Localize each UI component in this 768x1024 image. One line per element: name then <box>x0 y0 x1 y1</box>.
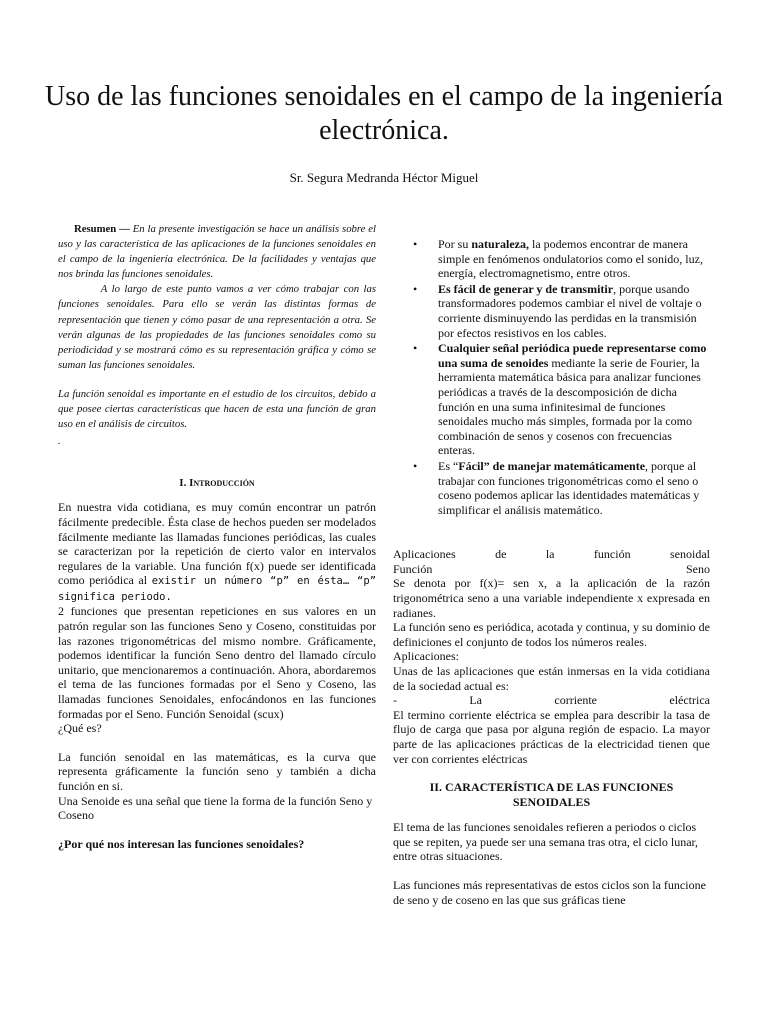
bullet-bold: Fácil” de manejar matemáticamente <box>458 458 646 473</box>
section-2-title: CARACTERÍSTICA DE LAS FUNCIONES SENOIDALES <box>444 780 674 810</box>
bullet-rest: la podemos encontrar de manera simple en fenómenos ondulatorios como el sonido, luz, energía, electromagnetismo, entre otros. <box>438 237 703 281</box>
intro-text-1: En nuestra vida cotidiana, es muy común encontrar un patrón fácilmente predecible. Ésta clase de hechos pueden ser modelados fácilmente mediante las llamadas funciones periódicas, las cuales se caracterizan por la repetición de cierto valor en intervalos regulares de la variable. Una función f(x) puede ser identificada como periódica al <box>58 500 376 588</box>
intro-question <box>58 837 376 852</box>
abstract <box>58 222 376 449</box>
list-item <box>438 459 710 517</box>
applications-heading-2: Función Seno <box>393 561 710 576</box>
applications-p4: Unas de las aplicaciones que están inmersas en la vida cotidiana de la sociedad actual es: <box>393 664 710 693</box>
section-2-p1: El tema de las funciones senoidales refieren a periodos o ciclos que se repiten, ya puede ser una semana tras otra, el ciclo lunar, entre otras situaciones. <box>393 820 699 864</box>
intro-text-mono: existir un número “p” en ésta… “p” significa periodo. <box>58 575 377 603</box>
intro-p2: 2 funciones que presentan repeticiones en sus valores en un patrón regular son las funciones Seno y Coseno, constituidas por las razones trigonométricas del mismo nombre. Gráficamente, podemos identificar la función Seno dentro del llamado círculo unitario, que mencionaremos a continuación. Ahora, abordaremos el tema de las funciones formadas por el Seno y Coseno, las llamadas funciones Senoidales, enfocándonos en las funciones formadas por el Seno. Función Senoidal (scux) <box>58 604 376 721</box>
bullet-rest: , porque al trabajar con funciones trigonométricas como el seno o coseno podemos aplicar las identidades matemáticas y simplificar el análisis matemático. <box>438 458 700 517</box>
section-1-heading <box>58 476 376 490</box>
bullet-bold: naturaleza, <box>471 237 529 251</box>
author-line: Sr. Segura Medranda Héctor Miguel <box>289 170 479 185</box>
section-2-heading <box>393 780 710 810</box>
bullet-rest: , porque usando transformadores podemos cambiar el nivel de voltaje o corriente disminuyendo las perdidas en la transmisión por efectos resistivos en los cables. <box>438 281 702 340</box>
bullet-pre: Por su <box>438 237 472 251</box>
abstract-text-1: En la presente investigación se hace un análisis sobre el uso y las característica de las aplicaciones de la funciones senoidales en el campo de la ingeniería electrónica. De la facilidades y ventajas que nos brinda las funciones senoidales. <box>58 223 377 281</box>
abstract-p1 <box>58 222 376 282</box>
list-item <box>438 237 710 281</box>
list-item <box>438 341 710 458</box>
section-2-p2: Las funciones más representativas de estos ciclos son la funcione de seno y de coseno en las que sus gráficas tiene <box>393 877 706 907</box>
bullet-rest: mediante la serie de Fourier, la herramienta matemática básica para analizar funciones periódicas a través de la descomposición de dicha función en una suma infinitesimal de funciones senoidales mucho más simples, formada por la como combinación de senos y cosenos con frecuencias enteras. <box>438 355 701 458</box>
abstract-p2: A lo largo de este punto vamos a ver cómo trabajar con las funciones senoidales. Para ello se verán las distintas formas de representación que tienen y cómo pasar de una representación a otra. Se verán algunas de las propiedades de las funciones senoidales como su periodicidad y se mostrará cómo es su representación gráfica y cómo se suman las funciones senoidales. <box>58 283 376 371</box>
section-1-title: Introducción <box>189 477 255 490</box>
paper-title: Uso de las funciones senoidales en el campo de la ingeniería electrónica. <box>45 81 723 146</box>
bullet-pre: Es “ <box>438 458 459 473</box>
section-1-number: I. <box>179 477 187 490</box>
applications-p3: Aplicaciones: <box>393 649 459 664</box>
intro-question-text: ¿Por qué nos interesan las funciones senoidales? <box>58 836 305 851</box>
intro-p4: La función senoidal en las matemáticas, es la curva que representa gráficamente la función seno y también a dicha función en si. <box>58 749 376 793</box>
intro-p5: Una Senoide es una señal que tiene la forma de la función Seno y Coseno <box>58 793 373 823</box>
applications-p5: - La corriente eléctrica <box>393 693 710 708</box>
section-2-number: II. <box>429 780 442 795</box>
applications-p2: La función seno es periódica, acotada y continua, y su dominio de definiciones el conjunto de todos los números reales. <box>393 620 710 649</box>
abstract-dot: . <box>58 436 61 448</box>
reasons-list <box>393 237 710 517</box>
list-item <box>438 282 710 340</box>
applications-heading-1: Aplicaciones de la función senoidal <box>393 547 710 562</box>
abstract-p3: La función senoidal es importante en el estudio de los circuitos, debido a que posee ciertas características que hacen de esta una función de gran uso en el análisis de circuitos. <box>58 387 376 431</box>
right-column <box>393 237 710 907</box>
abstract-label: Resumen — <box>74 223 130 235</box>
left-column <box>58 222 376 851</box>
intro-p3: ¿Qué es? <box>58 721 102 736</box>
bullet-bold: Cualquier señal periódica puede representarse como una suma de senoides <box>438 341 707 370</box>
applications-p1: Se denota por f(x)= sen x, a la aplicación de la razón trigonométrica seno a una variable independiente x expresada en radianes. <box>393 576 710 620</box>
applications-p6: El termino corriente eléctrica se emplea para describir la tasa de flujo de carga que pasa por alguna región de espacio. La mayor parte de las aplicaciones prácticas de la electricidad tienen que ver con corrientes eléctricas <box>393 707 710 766</box>
bullet-bold: Es fácil de generar y de transmitir <box>438 281 614 296</box>
intro-p1 <box>58 500 376 604</box>
